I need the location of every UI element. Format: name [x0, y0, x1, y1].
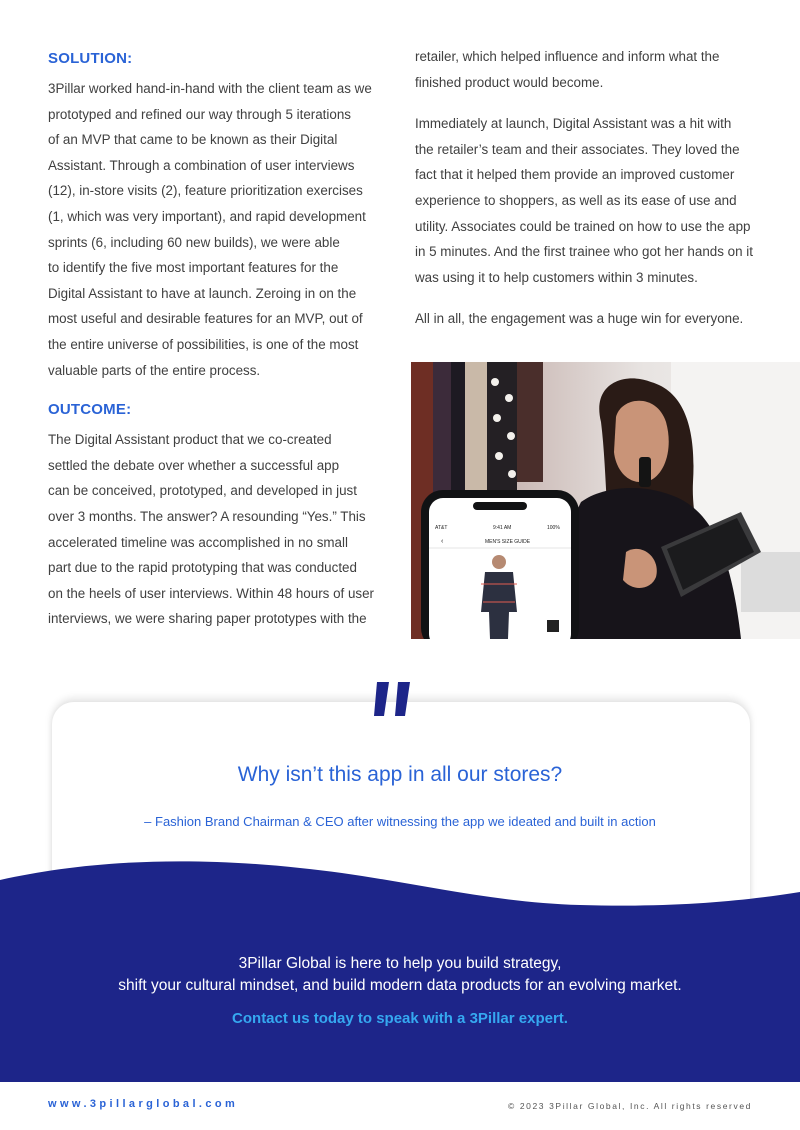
solution-line: to identify the five most important features for the: [48, 260, 339, 276]
outcome-line: on the heels of user interviews. Within 48 hours of user: [48, 585, 375, 601]
solution-heading: SOLUTION:: [48, 50, 133, 67]
outcome-line: interviews, we were sharing paper prototypes with the: [48, 611, 367, 627]
svg-text:MEN'S SIZE GUIDE: MEN'S SIZE GUIDE: [485, 539, 531, 545]
svg-text:100%: 100%: [547, 525, 560, 531]
contact-link[interactable]: Contact us today to speak with a 3Pillar expert.: [232, 1010, 568, 1027]
outcome-line: accelerated timeline was accomplished in no small: [48, 534, 348, 550]
solution-line: prototyped and refined our way through 5 iterations: [48, 106, 351, 122]
solution-line: sprints (6, including 60 new builds), we were able: [48, 234, 340, 250]
solution-line: most useful and desirable features for an MVP, out of: [48, 311, 363, 327]
outcome-line: The Digital Assistant product that we co-created: [48, 432, 332, 448]
body-line: finished product would become.: [415, 74, 604, 90]
body-line: in 5 minutes. And the first trainee who got her hands on it: [415, 244, 753, 260]
copyright-text: © 2023 3Pillar Global, Inc. All rights reserved: [508, 1101, 752, 1111]
quote-mark-icon: [372, 670, 418, 722]
body-line: retailer, which helped influence and inform what the: [415, 49, 720, 64]
body-line: was using it to help customers within 3 minutes.: [415, 269, 698, 285]
body-line: utility. Associates could be trained on how to use the app: [415, 218, 751, 234]
cta-text-line-2: shift your cultural mindset, and build modern data products for an evolving market.: [118, 977, 682, 994]
right-column: [415, 44, 765, 332]
solution-line: the entire universe of possibilities, is one of the most: [48, 336, 359, 352]
svg-text:AT&T: AT&T: [435, 525, 448, 531]
svg-text:‹: ‹: [441, 538, 444, 545]
outcome-line: can be conceived, prototyped, and developed in just: [48, 483, 357, 499]
solution-line: Digital Assistant to have at launch. Zeroing in on the: [48, 285, 357, 301]
quote-text: Why isn’t this app in all our stores?: [237, 763, 563, 786]
solution-line: of an MVP that came to be known as their Digital: [48, 132, 338, 148]
outcome-heading: OUTCOME:: [48, 401, 132, 419]
body-line: experience to shoppers, as well as its ease of use and: [415, 192, 737, 208]
hero-photo: [411, 362, 800, 639]
outcome-line: settled the debate over whether a successful app: [48, 457, 340, 473]
body-line: fact that it helped them provide an improved customer: [415, 167, 735, 183]
solution-line: valuable parts of the entire process.: [48, 362, 261, 378]
outcome-line: over 3 months. The answer? A resounding “Yes.” This: [48, 508, 366, 524]
solution-line: (1, which was very important), and rapid development: [48, 208, 366, 224]
outcome-line: part due to the rapid prototyping that was conducted: [48, 560, 357, 576]
solution-line: 3Pillar worked hand-in-hand with the client team as we: [48, 81, 372, 96]
svg-text:9:41 AM: 9:41 AM: [493, 525, 512, 531]
body-line: the retailer’s team and their associates. They loved the: [415, 141, 740, 157]
website-link[interactable]: www.3pillarglobal.com: [48, 1098, 239, 1110]
solution-line: (12), in-store visits (2), feature prioritization exercises: [48, 183, 363, 199]
quote-attribution: – Fashion Brand Chairman & CEO after witnessing the app we ideated and built in action: [144, 814, 656, 829]
body-line: Immediately at launch, Digital Assistant was a hit with: [415, 116, 732, 132]
left-column: [48, 44, 388, 632]
body-line: All in all, the engagement was a huge win for everyone.: [415, 311, 744, 327]
cta-text-line-1: 3Pillar Global is here to help you build strategy,: [238, 955, 562, 972]
solution-line: Assistant. Through a combination of user interviews: [48, 157, 355, 173]
